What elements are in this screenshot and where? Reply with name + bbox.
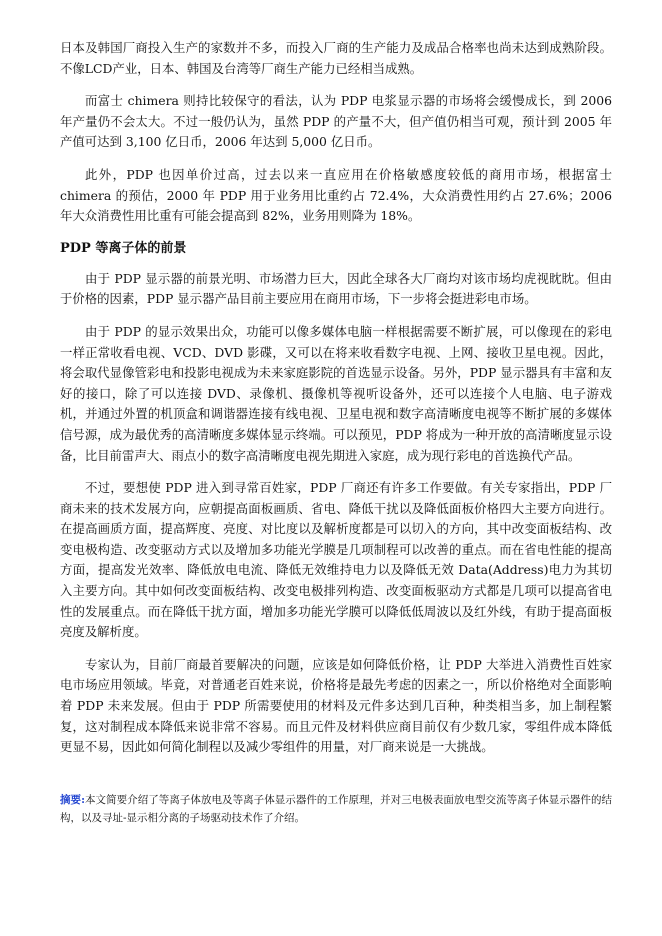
paragraph-commercial-share: 此外，PDP 也因单价过高，过去以来一直应用在价格敏感度较低的商用市场，根据富士 chimera 的预估，2000 年 PDP 用于业务用比重约占 72.4%，大众消费性用约占 27.6%；2006 年大众消费性用比重有可能会提高到 82%，业务用则降为 18%。 bbox=[60, 166, 612, 224]
paragraph-display-performance: 由于 PDP 的显示效果出众，功能可以像多媒体电脑一样根据需要不断扩展，可以像现在的彩电一样正常收看电视、VCD、DVD 影碟，又可以在将来收看数字电视、上网、接收卫星电视。因此，将会取代显像管彩电和投影电视成为未来家庭影院的首选显示设备。另外，PDP 显示器具有丰富和友好的接口，除了可以连接 DVD、录像机、摄像机等视听设备外，还可以连接个人电脑、电子游戏机，并通过外置的机顶盒和调谐器连接有线电视、卫星电视和数字高清晰度电视等不断扩展的多媒体信号源，成为最优秀的高清晰度多媒体显示终端。可以预见，PDP 将成为一种开放的高清晰度显示设备，比目前雷声大、雨点小的数字高清晰度电视先期进入家庭，成为现行彩电的首选换代产品。 bbox=[60, 323, 612, 463]
abstract-label: 摘要: bbox=[60, 794, 85, 806]
abstract-text: 本文简要介绍了等离子体放电及等离子体显示器件的工作原理，并对三电极表面放电型交流等离子体显示器件的结构，以及寻址-显示相分离的子场驱动技术作了介绍。 bbox=[60, 794, 612, 824]
paragraph-technology-direction: 不过，要想使 PDP 进入到寻常百姓家，PDP 厂商还有许多工作要做。有关专家指出，PDP 厂商未来的技术发展方向，应朝提高面板画质、省电、降低干扰以及降低面板价格四大主要方向进行。在提高画质方面，提高辉度、亮度、对比度以及解析度都是可以切入的方向，其中改变面板结构、改变电极构造、改变驱动方式以及增加多功能光学膜是几项制程可以改善的重点。而在省电性能的提高方面，提高发光效率、降低放电电流、降低无效维持电力以及降低无效 Data(Address)电力为其切入主要方向。其中如何改变面板结构、改变电极排列构造、改变面板驱动方式都是几项可以提高省电性的发展重点。而在降低干扰方面，增加多功能光学膜可以降低低周波以及红外线，有助于提高面板亮度及解析度。 bbox=[60, 480, 612, 640]
abstract bbox=[60, 791, 612, 827]
paragraph-prospects: 由于 PDP 显示器的前景光明、市场潜力巨大，因此全球各大厂商均对该市场均虎视眈眈。但由于价格的因素，PDP 显示器产品目前主要应用在商用市场，下一步将会挺进彩电市场。 bbox=[60, 270, 612, 307]
paragraph-market-maturity: 日本及韩国厂商投入生产的家数并不多，而投入厂商的生产能力及成品合格率也尚未达到成熟阶段。不像LCD产业，日本、韩国及台湾等厂商生产能力已经相当成熟。 bbox=[60, 40, 612, 76]
paragraph-fuji-forecast: 而富士 chimera 则持比较保守的看法，认为 PDP 电浆显示器的市场将会缓慢成长，到 2006 年产量仍不会太大。不过一般仍认为，虽然 PDP 的产量不大，但产值仍相当可观，预计到 2005 年产值可达到 3,100 亿日币，2006 年达到 5,000 亿日币。 bbox=[60, 93, 612, 150]
paragraph-price-challenge: 专家认为，目前厂商最首要解决的问题，应该是如何降低价格，让 PDP 大举进入消费性百姓家电市场应用领域。毕竟，对普通老百姓来说，价格将是最先考虑的因素之一，所以价格绝对全面影响着 PDP 未来发展。但由于 PDP 所需要使用的材料及元件多达到几百种，种类相当多，加上制程繁复，这对制程成本降低来说非常不容易。而且元件及材料供应商目前仅有少数几家，零组件成本降低更显不易，因此如何简化制程以及减少零组件的用量，对厂商来说是一大挑战。 bbox=[60, 656, 612, 755]
section-heading: PDP 等离子体的前景 bbox=[60, 240, 187, 256]
article-body bbox=[60, 38, 612, 758]
